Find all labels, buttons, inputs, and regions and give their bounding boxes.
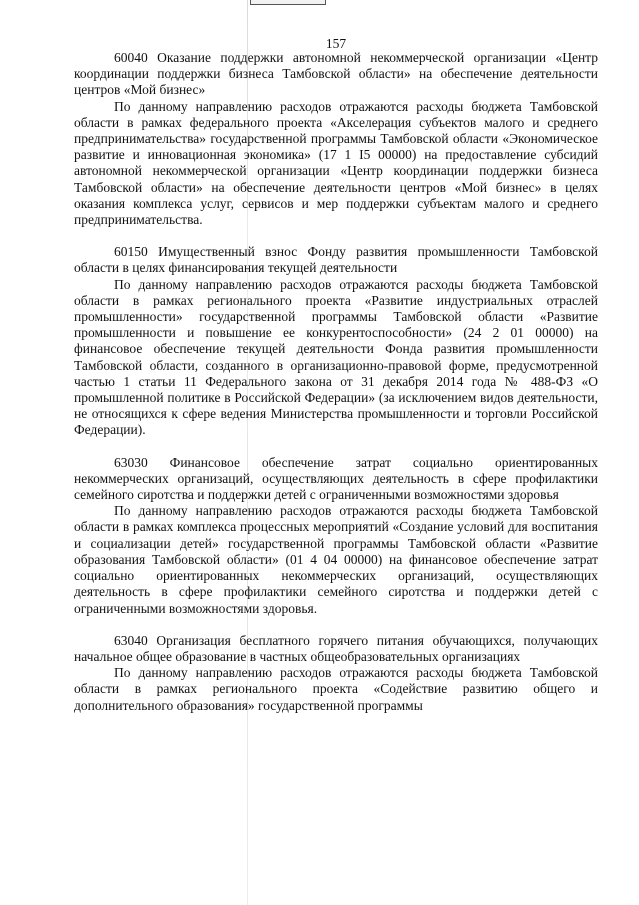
section-body: По данному направлению расходов отражаются расходы бюджета Тамбовской области в рамках комплекса процессных мероприятий «Создание условий для воспитания и социализации детей» государственной программы Тамбовской области «Развитие образования Тамбовской области» (01 4 04 00000) на финансовое обеспечение затрат социально ориентированных некоммерческих организаций, осуществляющих деятельность в сфере профилактики семейного сиротства и поддержки детей с ограниченными возможностями здоровья. [74,503,598,616]
page-number: 157 [325,36,347,51]
section-gap [74,439,598,455]
section-heading: 63040 Организация бесплатного горячего питания обучающихся, получающих начальное общее образование в частных общеобразовательных организациях [74,632,598,664]
document-content [74,50,598,714]
section-gap [74,617,598,633]
section-body: По данному направлению расходов отражаются расходы бюджета Тамбовской области в рамках регионального проекта «Содействие развитию общего и дополнительного образования» государственной программы [74,665,598,713]
section-heading: 60150 Имущественный взнос Фонду развития промышленности Тамбовской области в целях финансирования текущей деятельности [74,244,598,276]
section-63040 [74,633,598,714]
section-60150 [74,244,598,438]
document-page [74,0,598,905]
section-63030 [74,455,598,617]
section-body: По данному направлению расходов отражаются расходы бюджета Тамбовской области в рамках федерального проекта «Акселерация субъектов малого и среднего предпринимательства» государственной программы Тамбовской области «Экономическое развитие и инновационная экономика» (17 1 I5 00000) на предоставление субсидий автономной некоммерческой организации «Центр координации поддержки бизнеса Тамбовской области» на обеспечение деятельности центров «Мой бизнес» в целях оказания комплекса услуг, сервисов и мер поддержки субъектам малого и среднего предпринимательства. [74,98,598,228]
section-heading: 63030 Финансовое обеспечение затрат социально ориентированных некоммерческих организаций, осуществляющих деятельность в сфере профилактики семейного сиротства и поддержки детей с ограниченными возможностями здоровья [74,454,598,503]
section-60040 [74,50,598,228]
section-gap [74,228,598,244]
section-heading: 60040 Оказание поддержки автономной некоммерческой организации «Центр координации поддержки бизнеса Тамбовской области» на обеспечение деятельности центров «Мой бизнес» [74,50,598,98]
section-body: По данному направлению расходов отражаются расходы бюджета Тамбовской области в рамках регионального проекта «Развитие индустриальных отраслей промышленности» государственной программы Тамбовской области «Развитие промышленности и повышение ее конкурентоспособности» (24 2 01 00000) на финансовое обеспечение текущей деятельности Фонда развития промышленности Тамбовской области, созданного в организационно-правовой форме, предусмотренной частью 1 статьи 11 Федерального закона от 31 декабря 2014 года № 488-ФЗ «О промышленной политике в Российской Федерации» (за исключением видов деятельности, не относящихся к сфере ведения Министерства промышленности и торговли Российской Федерации). [74,276,598,438]
